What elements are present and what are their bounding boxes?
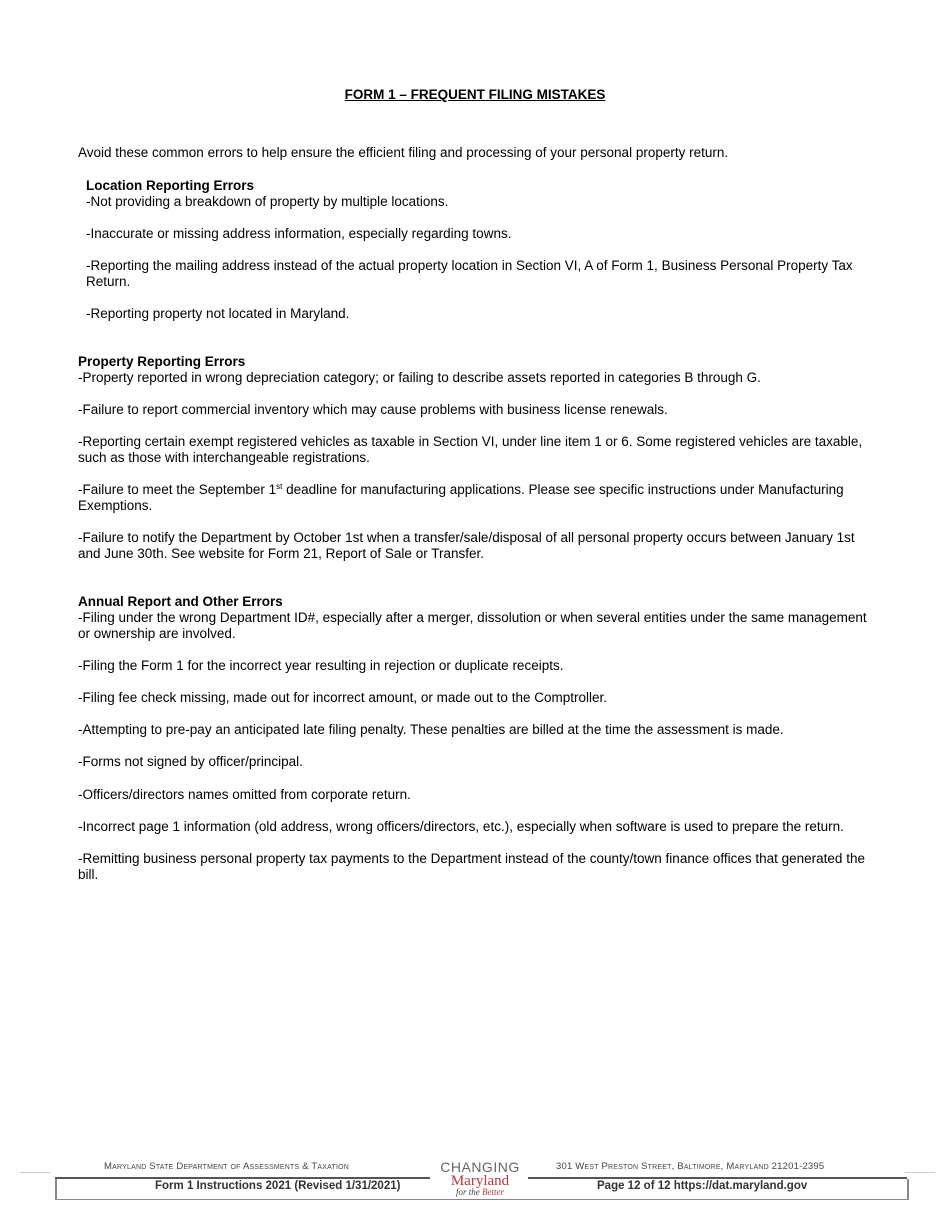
location-errors-section <box>86 178 876 210</box>
annual-item: -Attempting to pre-pay an anticipated late filing penalty. These penalties are billed at the time the assessment is made. <box>78 722 784 737</box>
property-item-september: -Failure to meet the September 1st deadline for manufacturing applications. Please see specific instructions under Manufacturing Exemptions. <box>78 482 844 513</box>
annual-item: -Officers/directors names omitted from corporate return. <box>78 787 411 802</box>
footer-address: 301 West Preston Street, Baltimore, Maryland 21201-2395 <box>556 1161 825 1172</box>
location-item: -Inaccurate or missing address information, especially regarding towns. <box>86 226 512 241</box>
property-item: -Reporting certain exempt registered vehicles as taxable in Section VI, under line item 1 or 6. Some registered vehicles are taxable, such as those with interchangeable registrations. <box>78 434 863 465</box>
property-item: -Property reported in wrong depreciation category; or failing to describe assets reported in categories B through G. <box>78 370 761 385</box>
annual-item: -Filing the Form 1 for the incorrect year resulting in rejection or duplicate receipts. <box>78 658 564 673</box>
location-errors-heading: Location Reporting Errors <box>86 178 255 193</box>
logo-line-maryland: Maryland <box>450 1173 510 1189</box>
intro-paragraph: Avoid these common errors to help ensure the efficient filing and processing of your personal property return. <box>78 145 729 160</box>
changing-maryland-logo <box>432 1160 528 1197</box>
logo-line-tagline: for the Better <box>456 1187 504 1197</box>
property-errors-heading: Property Reporting Errors <box>78 354 246 369</box>
location-item: -Not providing a breakdown of property by multiple locations. <box>86 194 449 209</box>
property-item: -Failure to report commercial inventory which may cause problems with business license renewals. <box>78 402 668 417</box>
annual-item: -Remitting business personal property tax payments to the Department instead of the county/town finance offices that generated the bill. <box>78 851 865 882</box>
annual-item: -Filing fee check missing, made out for incorrect amount, or made out to the Comptroller. <box>78 690 607 705</box>
location-item: -Reporting property not located in Maryland. <box>86 306 350 321</box>
property-item: -Failure to notify the Department by October 1st when a transfer/sale/disposal of all personal property occurs between January 1st and June 30th. See website for Form 21, Report of Sale or Transfer. <box>78 530 855 561</box>
logo-line-changing: CHANGING <box>440 1159 520 1175</box>
footer-form-info: Form 1 Instructions 2021 (Revised 1/31/2021) <box>155 1180 401 1192</box>
location-item: -Reporting the mailing address instead of the actual property location in Section VI, A of Form 1, Business Personal Property Tax Return. <box>86 258 853 289</box>
page-title: FORM 1 – FREQUENT FILING MISTAKES <box>344 87 606 102</box>
annual-item: -Forms not signed by officer/principal. <box>78 754 303 769</box>
footer-page-info: Page 12 of 12 https://dat.maryland.gov <box>597 1180 808 1192</box>
annual-item: -Filing under the wrong Department ID#, especially after a merger, dissolution or when several entities under the same management or ownership are involved. <box>78 610 867 641</box>
property-errors-section <box>78 354 878 386</box>
annual-item: -Incorrect page 1 information (old address, wrong officers/directors, etc.), especially when software is used to prepare the return. <box>78 819 844 834</box>
footer-rule-decoration <box>20 1172 50 1173</box>
annual-errors-heading: Annual Report and Other Errors <box>78 594 283 609</box>
footer-rule-decoration <box>905 1172 935 1173</box>
footer-agency: Maryland State Department of Assessments & Taxation <box>104 1161 350 1172</box>
annual-errors-section <box>78 594 878 642</box>
page-footer <box>0 1150 950 1230</box>
